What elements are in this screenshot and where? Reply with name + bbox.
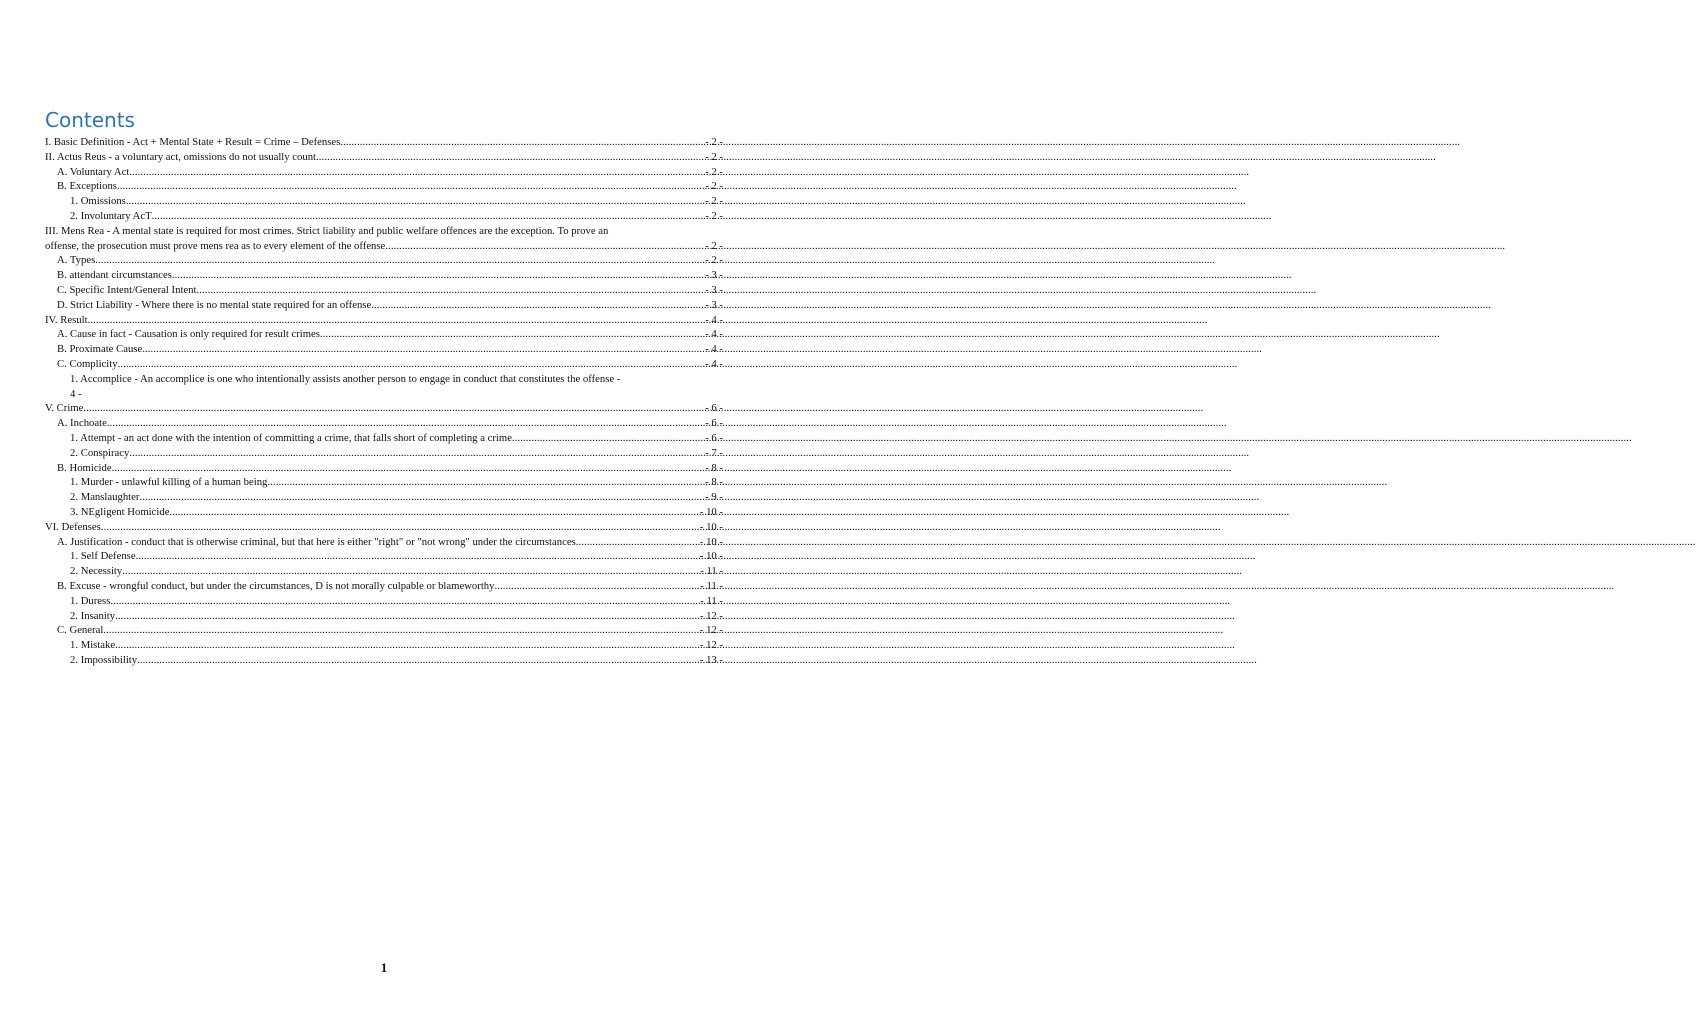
toc-entry-title: III. Mens Rea - A mental state is required for most crimes. Strict liability and public welfare offences are the exception. To prove an: [45, 224, 609, 237]
toc-entry-page: - 2 -: [705, 180, 723, 193]
toc-entry-title: 2. Conspiracy: [70, 446, 130, 459]
toc-entry-title: 2. Insanity: [70, 609, 116, 622]
toc-entry[interactable]: [45, 357, 723, 372]
toc-entry-title: 2. Manslaughter: [70, 491, 140, 504]
dot-leader: [117, 179, 705, 194]
toc-entry-title: D. Strict Liability - Where there is no mental state required for an offense: [57, 298, 372, 311]
toc-entry[interactable]: [45, 224, 723, 254]
toc-entry-title: A. Cause in fact - Causation is only required for result crimes: [57, 328, 320, 341]
toc-entry-page: - 12 -: [699, 639, 723, 652]
toc-entry-title: A. Inchoate: [57, 417, 107, 430]
toc-entry-title: C. General: [57, 624, 104, 637]
toc-entry-title: C. Specific Intent/General Intent: [57, 283, 197, 296]
toc-entry-page: - 4 -: [705, 313, 723, 326]
toc-entry-page: - 10 -: [699, 535, 723, 548]
dot-leader: [115, 638, 700, 653]
toc-entry-page: - 4 -: [705, 328, 723, 341]
toc-entry-title: C. Complicity: [57, 357, 118, 370]
toc-entry-page: - 10 -: [699, 505, 723, 518]
toc-entry-page: - 6 -: [705, 402, 723, 415]
toc-entry-title: A. Voluntary Act: [57, 165, 130, 178]
toc-entry[interactable]: [45, 179, 723, 194]
toc-entry-title: 1. Omissions: [70, 195, 126, 208]
dot-leader: [320, 327, 705, 342]
dot-leader: [385, 239, 705, 254]
toc-entry-page: - 4 -: [705, 357, 723, 370]
dot-leader: [126, 194, 705, 209]
toc-entry[interactable]: [45, 342, 723, 357]
toc-entry-title: V. Crime: [45, 402, 84, 415]
dot-leader: [101, 520, 700, 535]
toc-entry-title: B. Excuse - wrongful conduct, but under the circumstances, D is not morally culpable or blameworthy: [57, 579, 495, 592]
toc-entry[interactable]: [45, 165, 723, 180]
dot-leader: [129, 165, 705, 180]
toc-entry[interactable]: [45, 150, 723, 165]
dot-leader: [371, 298, 705, 313]
toc-entry-page: - 6 -: [705, 417, 723, 430]
page-number: 1: [380, 960, 388, 975]
toc-entry-title: B. Exceptions: [57, 180, 117, 193]
toc-entry[interactable]: [45, 475, 723, 490]
toc-entry-title: II. Actus Reus - a voluntary act, omissions do not usually count: [45, 150, 317, 163]
toc-entry-title: 1. Murder - unlawful killing of a human being: [70, 476, 268, 489]
toc-entry-title: 1. Self Defense: [70, 550, 136, 563]
toc-entry-title: 1. Mistake: [70, 639, 116, 652]
toc-entry-page: - 12 -: [699, 624, 723, 637]
toc-entry-title: VI. Defenses: [45, 520, 101, 533]
toc-entry[interactable]: [45, 594, 723, 609]
table-of-contents: [45, 106, 723, 668]
toc-entry-title: IV. Result: [45, 313, 88, 326]
toc-entry-title: 2. Necessity: [70, 565, 123, 578]
toc-entry[interactable]: [45, 653, 723, 668]
toc-entry-page: - 3 -: [705, 283, 723, 296]
dot-leader: [494, 579, 700, 594]
toc-entry-page: - 6 -: [705, 431, 723, 444]
dot-leader: [267, 475, 705, 490]
toc-entry[interactable]: [45, 209, 723, 224]
toc-entry[interactable]: [45, 416, 723, 431]
toc-entry[interactable]: [45, 135, 723, 150]
toc-list: [45, 135, 723, 668]
toc-entry-page: - 4 -: [705, 343, 723, 356]
toc-entry[interactable]: [45, 298, 723, 313]
toc-heading: Contents: [45, 108, 135, 132]
toc-entry[interactable]: [45, 401, 723, 416]
dot-leader: [115, 609, 700, 624]
toc-entry-title-continued: 4 -: [70, 387, 82, 400]
dot-leader: [137, 653, 700, 668]
toc-entry-page: - 11 -: [700, 565, 723, 578]
dot-leader: [340, 135, 705, 150]
toc-entry-title: 2. Impossibility: [70, 653, 138, 666]
toc-entry-page: - 3 -: [705, 298, 723, 311]
toc-entry-page: - 8 -: [705, 476, 723, 489]
toc-entry-page: - 2 -: [705, 254, 723, 267]
toc-entry-page: - 8 -: [705, 461, 723, 474]
dot-leader: [122, 564, 700, 579]
toc-entry-page: - 11 -: [700, 579, 723, 592]
toc-entry[interactable]: [45, 623, 723, 638]
toc-entry-page: - 2 -: [705, 239, 723, 252]
toc-entry[interactable]: [45, 535, 723, 550]
toc-entry-title: 2. Involuntary AcT: [70, 209, 152, 222]
toc-entry[interactable]: [45, 446, 723, 461]
dot-leader: [172, 268, 705, 283]
toc-entry-title: 1. Duress: [70, 594, 111, 607]
toc-entry[interactable]: [45, 327, 723, 342]
toc-entry[interactable]: [45, 372, 723, 402]
dot-leader: [142, 342, 705, 357]
toc-entry[interactable]: [45, 490, 723, 505]
dot-leader: [196, 283, 705, 298]
toc-entry-page: - 2 -: [705, 150, 723, 163]
dot-leader: [152, 209, 706, 224]
toc-entry-title: 3. NEgligent Homicide: [70, 505, 170, 518]
toc-entry[interactable]: [45, 194, 723, 209]
toc-entry[interactable]: [45, 520, 723, 535]
toc-entry-title: B. attendant circumstances: [57, 269, 172, 282]
toc-entry[interactable]: [45, 268, 723, 283]
toc-entry-title: A. Justification - conduct that is otherwise criminal, but that here is either "right" or "not wrong" under the circumstances: [57, 535, 576, 548]
dot-leader: [169, 505, 699, 520]
dot-leader: [83, 401, 705, 416]
toc-entry-title: B. Proximate Cause: [57, 343, 143, 356]
toc-entry[interactable]: [45, 431, 723, 446]
toc-entry[interactable]: [45, 461, 723, 476]
toc-entry[interactable]: [45, 564, 723, 579]
toc-entry-title: 1. Attempt - an act done with the intention of committing a crime, that falls short of completing a crime: [70, 431, 512, 444]
dot-leader: [129, 446, 705, 461]
toc-entry-page: - 11 -: [700, 594, 723, 607]
dot-leader: [512, 431, 705, 446]
toc-entry-page: - 13 -: [699, 653, 723, 666]
dot-leader: [112, 461, 706, 476]
toc-entry-page: - 7 -: [705, 446, 723, 459]
toc-entry[interactable]: [45, 549, 723, 564]
toc-entry-page: - 9 -: [705, 491, 723, 504]
toc-entry[interactable]: [45, 638, 723, 653]
dot-leader: [118, 357, 706, 372]
toc-entry-title-continued: offense, the prosecution must prove mens rea as to every element of the offense: [45, 239, 386, 252]
dot-leader: [103, 623, 700, 638]
dot-leader: [95, 253, 705, 268]
toc-entry-page: - 12 -: [699, 609, 723, 622]
toc-entry[interactable]: [45, 253, 723, 268]
toc-entry[interactable]: [45, 313, 723, 328]
dot-leader: [110, 594, 700, 609]
toc-entry-page: - 2 -: [705, 165, 723, 178]
toc-entry-title: A. Types: [57, 254, 96, 267]
toc-entry-page: - 2 -: [705, 195, 723, 208]
toc-entry[interactable]: [45, 609, 723, 624]
toc-entry-page: - 3 -: [705, 269, 723, 282]
dot-leader: [316, 150, 705, 165]
dot-leader: [136, 549, 700, 564]
toc-entry-page: - 10 -: [699, 550, 723, 563]
toc-entry-title: I. Basic Definition - Act + Mental State + Result = Crime – Defenses: [45, 136, 341, 148]
toc-entry[interactable]: [45, 505, 723, 520]
toc-entry-title: 1. Accomplice - An accomplice is one who intentionally assists another person to engage in conduct that constitutes the offense -: [70, 372, 621, 385]
dot-leader: [88, 313, 706, 328]
dot-leader: [107, 416, 705, 431]
toc-entry-page: - 10 -: [699, 520, 723, 533]
toc-entry-page: - 2 -: [705, 209, 723, 222]
toc-entry[interactable]: [45, 283, 723, 298]
dot-leader: [576, 535, 700, 550]
toc-entry-page: - 2 -: [705, 136, 723, 148]
toc-entry-title: B. Homicide: [57, 461, 112, 474]
toc-entry[interactable]: [45, 579, 723, 594]
dot-leader: [139, 490, 705, 505]
